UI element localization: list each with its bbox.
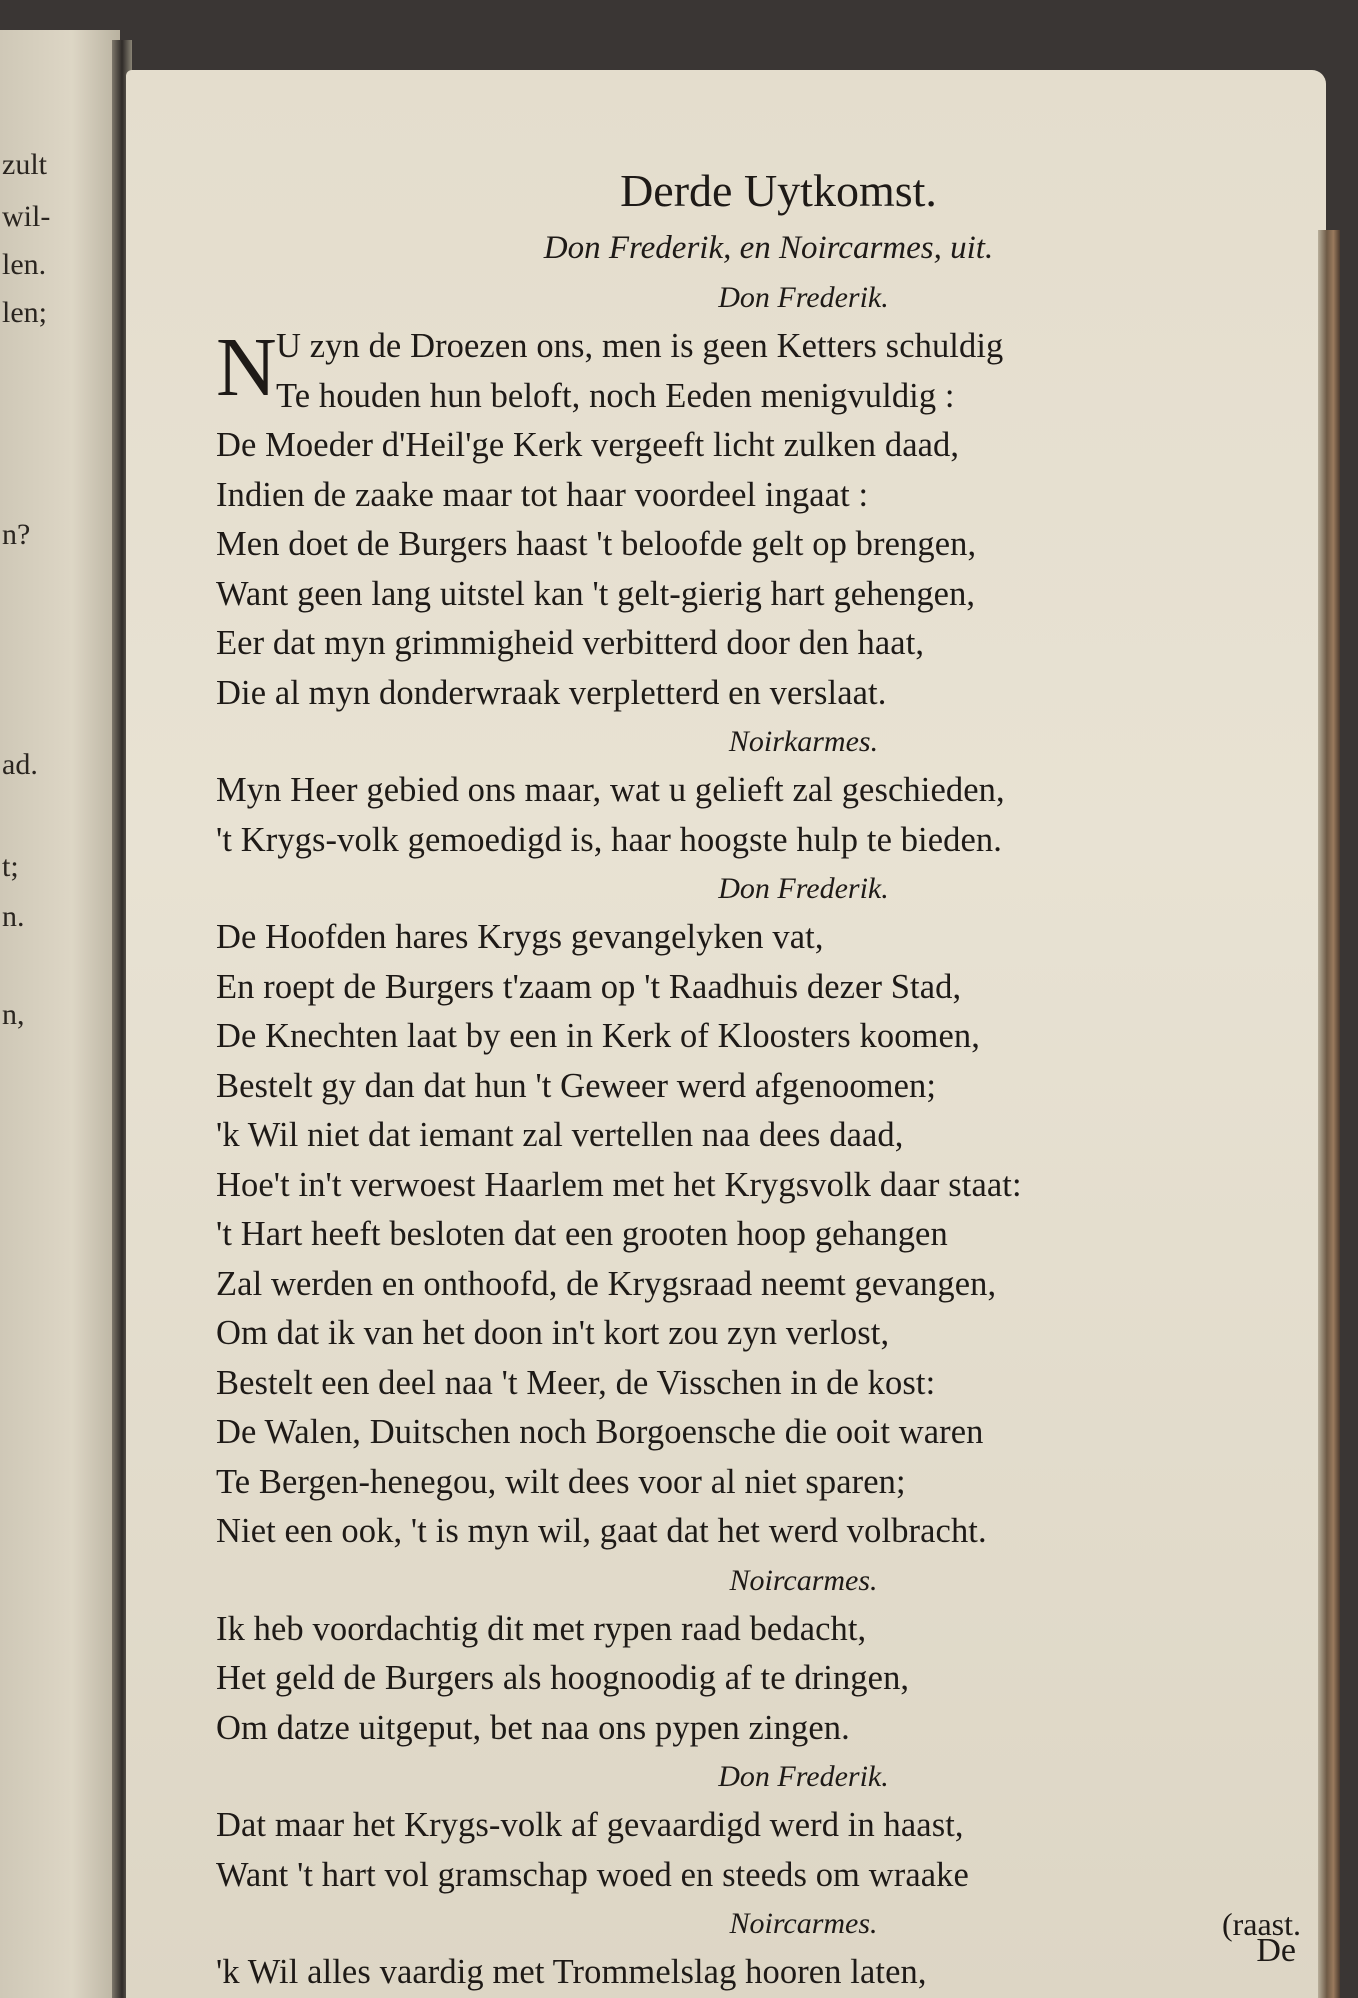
speaker-name (216, 1900, 1301, 1948)
verse-line: De Knechten laat by een in Kerk of Kloosters koomen, (216, 1017, 980, 1055)
verse-line: De Hoofden hares Krygs gevangelyken vat, (216, 918, 824, 956)
speaker-name: Don Frederik. (718, 872, 889, 905)
verse-line: Want geen lang uitstel kan 't gelt-gierig hart gehengen, (216, 574, 976, 613)
verse-line: De Walen, Duitschen noch Borgoensche die ooit waren (216, 1413, 984, 1451)
left-fragment: len. (2, 248, 47, 281)
verse-text: U zyn de Droezen ons, men is geen Ketters schuldig (276, 327, 1004, 365)
speaker-label: Noircarmes. (729, 1907, 878, 1940)
line-continuation: (raast. (1221, 1906, 1301, 1942)
speaker-name: Don Frederik. (718, 1760, 889, 1793)
verse-line: Dat maar het Krygs-volk af gevaardigd werd in haast, (216, 1806, 964, 1844)
verse-line: Om datze uitgeput, bet naa ons pypen zingen. (216, 1708, 850, 1747)
drop-cap: N (216, 321, 277, 414)
speaker-name: Don Frederik. (718, 281, 889, 314)
verse-line: De Moeder d'Heil'ge Kerk vergeeft licht zulken daad, (216, 426, 960, 464)
verse-line: Men doet de Burgers haast 't beloofde gelt op brengen, (216, 525, 977, 563)
left-fragment: n? (2, 518, 31, 551)
verse-line: Indien de zaake maar tot haar voordeel ingaat : (216, 475, 869, 514)
page-text (216, 160, 1301, 1998)
verse-line: Eer dat myn grimmigheid verbitterd door den haat, (216, 624, 925, 662)
left-fragment: wil- (2, 200, 51, 233)
verse-line: Bestelt gy dan dat hun 't Geweer werd afgenoomen; (216, 1066, 937, 1105)
verse-line: 'k Wil alles vaardig met Trommelslag hooren laten, (216, 1953, 927, 1991)
speaker-name: Noirkarmes. (728, 725, 879, 758)
left-fragment: t; (2, 850, 19, 883)
catchword: De (1256, 1932, 1296, 1969)
page-edge (1318, 230, 1340, 1998)
left-fragment: n, (2, 998, 25, 1031)
verse-line: Te houden hun beloft, noch Eeden menigvuldig : (276, 376, 955, 415)
verse-line: 'k Wil niet dat iemant zal vertellen naa dees daad, (216, 1116, 904, 1154)
verse-line: Want 't hart vol gramschap woed en steeds om wraake (216, 1855, 969, 1894)
verse-line: Myn Heer gebied ons maar, wat u gelieft zal geschieden, (216, 771, 1005, 809)
verse-line: Het geld de Burgers als hoognoodig af te dringen, (216, 1659, 910, 1697)
left-fragment: zult (2, 148, 47, 181)
verse-line: Om dat ik van het doon in't kort zou zyn verlost, (216, 1314, 890, 1352)
verse-line: Te Bergen-henegou, wilt dees voor al niet sparen; (216, 1462, 906, 1501)
left-fragment: len; (2, 296, 47, 329)
page-title: Derde Uytkomst. (620, 165, 937, 216)
verse-line: Zal werden en onthoofd, de Krygsraad neemt gevangen, (216, 1264, 997, 1303)
book-page (126, 70, 1326, 1998)
verse-line: Bestelt een deel naa 't Meer, de Visschen in de kost: (216, 1363, 936, 1402)
verse-line: En roept de Burgers t'zaam op 't Raadhuis dezer Stad, (216, 967, 962, 1006)
verse-line: Die al myn donderwraak verpletterd en verslaat. (216, 673, 887, 712)
verse-line: 't Hart heeft besloten dat een grooten hoop gehangen (216, 1215, 948, 1253)
scene-subtitle: Don Frederik, en Noircarmes, uit. (543, 230, 994, 266)
left-page (0, 30, 120, 1998)
verse-line: 't Krygs-volk gemoedigd is, haar hoogste hulp te bieden. (216, 820, 1002, 859)
verse-line: Hoe't in't verwoest Haarlem met het Krygsvolk daar staat: (216, 1165, 1022, 1204)
speaker-name: Noircarmes. (729, 1563, 878, 1597)
verse-line: Ik heb voordachtig dit met rypen raad bedacht, (216, 1609, 867, 1648)
left-fragment: n. (2, 900, 25, 933)
left-fragment: ad. (2, 748, 38, 781)
verse-line: Niet een ook, 't is myn wil, gaat dat het werd volbracht. (216, 1512, 987, 1550)
